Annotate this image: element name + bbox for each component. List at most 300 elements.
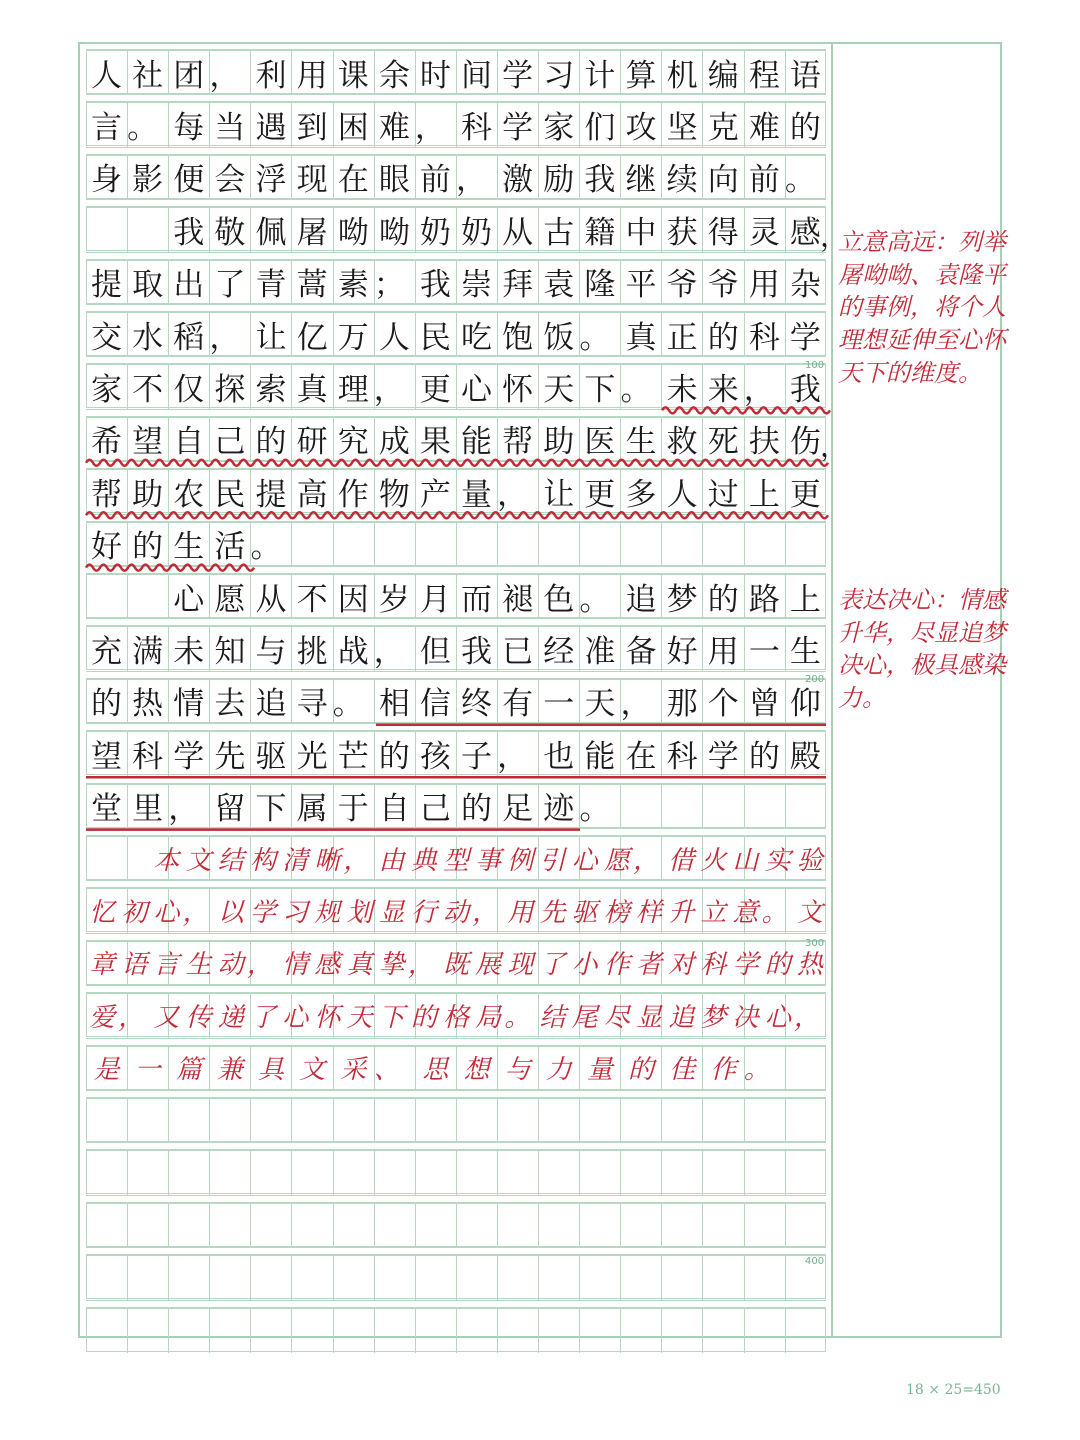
grid-char: 算 bbox=[625, 57, 657, 94]
grid-char: 崇 bbox=[461, 267, 493, 304]
grid-char: 多 bbox=[625, 476, 657, 513]
grid-char bbox=[127, 207, 168, 251]
row-separator bbox=[86, 1038, 826, 1046]
grid-cell bbox=[416, 1099, 457, 1143]
grid-cell bbox=[416, 1256, 457, 1300]
char-counter-100: 100 bbox=[805, 360, 825, 371]
grid-char: 者 bbox=[636, 950, 663, 981]
grid-char: 心 bbox=[153, 897, 180, 928]
grid-char: 科 bbox=[748, 319, 780, 356]
grid-cell bbox=[128, 1256, 169, 1300]
grid-cell bbox=[293, 1099, 334, 1143]
grid-char: 尾 bbox=[571, 1002, 598, 1033]
grid-char: 既 bbox=[442, 950, 469, 981]
grid-char: 孩 bbox=[419, 738, 451, 775]
grid-cell bbox=[662, 785, 703, 829]
grid-char: 作 bbox=[337, 476, 369, 513]
grid-char: 是 bbox=[93, 1055, 120, 1086]
grid-char: 迹 bbox=[543, 791, 575, 828]
row-separator bbox=[86, 1090, 826, 1098]
grid-char: 余 bbox=[378, 57, 410, 94]
grid-char: 袁 bbox=[543, 267, 575, 304]
grid-row bbox=[86, 731, 826, 775]
grid-cell bbox=[662, 1256, 703, 1300]
grid-cell bbox=[704, 1256, 745, 1300]
grid-char: 驱 bbox=[571, 897, 598, 928]
grid-char: 但 bbox=[419, 633, 451, 670]
grid-char: 学 bbox=[249, 897, 276, 928]
grid-char: 、 bbox=[373, 1055, 400, 1086]
grid-char: 以 bbox=[217, 897, 244, 928]
grid-char: 吃 bbox=[461, 319, 493, 356]
grid-char: 足 bbox=[502, 791, 534, 828]
grid-char: 每 bbox=[173, 109, 205, 146]
grid-char: 验 bbox=[796, 845, 823, 876]
grid-char: 下 bbox=[584, 371, 616, 408]
grid-char: 追 bbox=[668, 1002, 695, 1033]
grid-char: 励 bbox=[543, 162, 575, 199]
grid-char bbox=[86, 207, 127, 251]
grid-char: ， bbox=[118, 1002, 145, 1033]
grid-char: 色 bbox=[543, 581, 575, 618]
grid-char: 决 bbox=[732, 1002, 759, 1033]
grid-char: 中 bbox=[625, 214, 657, 251]
grid-char: 量 bbox=[586, 1055, 613, 1086]
grid-row bbox=[86, 1308, 826, 1352]
grid-char: 课 bbox=[337, 57, 369, 94]
grid-char: 物 bbox=[378, 476, 410, 513]
margin-note-ideas: 立意高远：列举屠呦呦、袁隆平的事例，将个人理想延伸至心怀天下的维度。 bbox=[838, 228, 1006, 387]
grid-char: 人 bbox=[91, 57, 123, 94]
grid-char: 。 bbox=[332, 686, 364, 723]
grid-char: 去 bbox=[214, 686, 246, 723]
grid-char: 呦 bbox=[378, 214, 410, 251]
grid-char: 量 bbox=[461, 476, 493, 513]
margin-note-resolve: 表达决心：情感升华，尽显追梦决心，极具感染力。 bbox=[838, 586, 1006, 712]
grid-cell bbox=[251, 1099, 292, 1143]
grid-char: 更 bbox=[789, 476, 821, 513]
grid-char: 探 bbox=[214, 371, 246, 408]
grid-char: 爷 bbox=[707, 267, 739, 304]
grid-char: 救 bbox=[666, 424, 698, 461]
grid-cell bbox=[375, 1204, 416, 1248]
grid-row bbox=[86, 364, 826, 408]
grid-char: 显 bbox=[636, 1002, 663, 1033]
grid-char: 采 bbox=[340, 1055, 367, 1086]
grid-char: 让 bbox=[255, 319, 287, 356]
grid-cell bbox=[621, 785, 662, 829]
grid-char: 借 bbox=[668, 845, 695, 876]
grid-char: 愿 bbox=[214, 581, 246, 618]
grid-cell bbox=[375, 1256, 416, 1300]
grid-cell bbox=[498, 1099, 539, 1143]
grid-char: 未 bbox=[666, 371, 698, 408]
grid-row bbox=[86, 469, 826, 513]
grid-char: 篇 bbox=[175, 1055, 202, 1086]
grid-char: 用 bbox=[707, 633, 739, 670]
grid-cell bbox=[745, 523, 786, 567]
grid-char: 的 bbox=[91, 686, 123, 723]
grid-cell bbox=[87, 1099, 128, 1143]
grid-cell bbox=[580, 1256, 621, 1300]
grid-cell bbox=[457, 1204, 498, 1248]
grid-char: 追 bbox=[625, 581, 657, 618]
grid-char: 现 bbox=[507, 950, 534, 981]
grid-char: 而 bbox=[461, 581, 493, 618]
grid-cell bbox=[210, 1204, 251, 1248]
grid-char: 己 bbox=[214, 424, 246, 461]
grid-char: 能 bbox=[461, 424, 493, 461]
grid-char: 时 bbox=[419, 57, 451, 94]
grid-cell bbox=[375, 1309, 416, 1353]
grid-char: 用 bbox=[748, 267, 780, 304]
grid-char: ， bbox=[632, 845, 659, 876]
grid-char: 真 bbox=[625, 319, 657, 356]
grid-char: 爱 bbox=[89, 1002, 116, 1033]
grid-char: 。 bbox=[579, 581, 611, 618]
grid-char: 实 bbox=[764, 845, 791, 876]
grid-char: ， bbox=[209, 319, 241, 356]
grid-cell bbox=[87, 1151, 128, 1195]
grid-char: 习 bbox=[543, 57, 575, 94]
grid-char: 堂 bbox=[91, 791, 123, 828]
grid-char: 榜 bbox=[603, 897, 630, 928]
grid-char: 型 bbox=[442, 845, 469, 876]
grid-char: 初 bbox=[121, 897, 148, 928]
grid-char: 间 bbox=[461, 57, 493, 94]
grid-char: ； bbox=[373, 267, 405, 304]
grid-char: 本 bbox=[153, 845, 180, 876]
grid-char: 我 bbox=[584, 162, 616, 199]
grid-char: 升 bbox=[668, 897, 695, 928]
grid-cell bbox=[128, 1204, 169, 1248]
grid-char: ， bbox=[182, 897, 209, 928]
grid-char: 心 bbox=[571, 845, 598, 876]
grid-char: 。 bbox=[620, 371, 652, 408]
grid-char: 利 bbox=[255, 57, 287, 94]
grid-cell bbox=[704, 785, 745, 829]
grid-char: 稻 bbox=[173, 319, 205, 356]
grid-char: 行 bbox=[410, 897, 437, 928]
grid-char: 的 bbox=[378, 738, 410, 775]
grid-row bbox=[86, 522, 826, 566]
grid-char: 计 bbox=[584, 57, 616, 94]
grid-char: 佳 bbox=[669, 1055, 696, 1086]
grid-char: 语 bbox=[789, 57, 821, 94]
grid-cell bbox=[786, 1047, 827, 1091]
grid-row bbox=[86, 417, 849, 463]
grid-cell bbox=[498, 1256, 539, 1300]
grid-cell bbox=[786, 1151, 827, 1195]
grid-char: 信 bbox=[419, 686, 451, 723]
grid-row bbox=[86, 1098, 826, 1142]
grid-cell bbox=[580, 523, 621, 567]
grid-char: 怀 bbox=[314, 1002, 341, 1033]
row-box bbox=[86, 1308, 826, 1352]
grid-char: 驱 bbox=[255, 738, 287, 775]
grid-char: 团 bbox=[173, 57, 205, 94]
grid-char: 感 bbox=[314, 950, 341, 981]
grid-char: 现 bbox=[296, 162, 328, 199]
grid-char: 的 bbox=[764, 950, 791, 981]
grid-char: 意 bbox=[732, 897, 759, 928]
grid-row bbox=[86, 679, 826, 723]
grid-char: 向 bbox=[707, 162, 739, 199]
grid-cell bbox=[210, 1309, 251, 1353]
grid-char: 对 bbox=[668, 950, 695, 981]
grid-row bbox=[86, 1150, 826, 1194]
grid-char: 己 bbox=[419, 791, 451, 828]
grid-char: 亿 bbox=[296, 319, 328, 356]
grid-char: 用 bbox=[507, 897, 534, 928]
grid-char: 蒿 bbox=[296, 267, 328, 304]
grid-char: 社 bbox=[132, 57, 164, 94]
grid-char: 我 bbox=[789, 371, 821, 408]
grid-char: 传 bbox=[185, 1002, 212, 1033]
grid-char: 经 bbox=[543, 633, 575, 670]
grid-cell bbox=[539, 1309, 580, 1353]
grid-cell bbox=[293, 1204, 334, 1248]
grid-cell bbox=[580, 1099, 621, 1143]
grid-char: 情 bbox=[282, 950, 309, 981]
grid-char: ， bbox=[743, 371, 775, 408]
grid-char: 当 bbox=[214, 109, 246, 146]
grid-char: 未 bbox=[173, 633, 205, 670]
grid-char: 里 bbox=[132, 791, 164, 828]
grid-cell bbox=[704, 1204, 745, 1248]
grid-char: 的 bbox=[789, 109, 821, 146]
grid-char: 究 bbox=[337, 424, 369, 461]
grid-char: 能 bbox=[584, 738, 616, 775]
grid-cell bbox=[457, 1099, 498, 1143]
grid-char: ， bbox=[456, 162, 487, 199]
grid-char: 格 bbox=[442, 1002, 469, 1033]
grid-char: 学 bbox=[732, 950, 759, 981]
grid-cell bbox=[87, 1309, 128, 1353]
grid-char: 事 bbox=[475, 845, 502, 876]
grid-char: 追 bbox=[255, 686, 287, 723]
grid-char: ， bbox=[373, 633, 405, 670]
grid-char: 籍 bbox=[584, 214, 616, 251]
grid-char: 获 bbox=[666, 214, 698, 251]
grid-char: 作 bbox=[710, 1055, 737, 1086]
grid-char: 到 bbox=[296, 109, 328, 146]
grid-cell bbox=[745, 1309, 786, 1353]
grid-char: 清 bbox=[282, 845, 309, 876]
grid-char: 结 bbox=[217, 845, 244, 876]
grid-char: 伤 bbox=[789, 424, 821, 461]
grid-char: 结 bbox=[539, 1002, 566, 1033]
grid-row bbox=[86, 1255, 826, 1299]
grid-char: 前 bbox=[419, 162, 451, 199]
grid-cell bbox=[621, 1204, 662, 1248]
grid-cell bbox=[539, 1151, 580, 1195]
grid-char: 心 bbox=[282, 1002, 309, 1033]
row-box bbox=[86, 1150, 826, 1194]
grid-cell bbox=[745, 1204, 786, 1248]
grid-cell bbox=[416, 1309, 457, 1353]
grid-char: 好 bbox=[91, 529, 123, 566]
grid-char: 动 bbox=[217, 950, 244, 981]
grid-char: 热 bbox=[796, 950, 823, 981]
grid-row bbox=[86, 888, 826, 932]
grid-char: 。 bbox=[579, 791, 611, 828]
grid-cell bbox=[210, 1099, 251, 1143]
grid-cell bbox=[580, 1204, 621, 1248]
grid-cell bbox=[786, 1204, 827, 1248]
grid-char: 火 bbox=[700, 845, 727, 876]
grid-char: 褪 bbox=[502, 581, 534, 618]
grid-char: 情 bbox=[173, 686, 205, 723]
char-counter-200: 200 bbox=[805, 674, 825, 685]
grid-char: ， bbox=[343, 845, 370, 876]
grid-char: 因 bbox=[337, 581, 369, 618]
grid-char: 水 bbox=[132, 319, 164, 356]
grid-char: 遇 bbox=[255, 109, 287, 146]
grid-cell bbox=[128, 1151, 169, 1195]
grid-char: 好 bbox=[666, 633, 698, 670]
grid-cell bbox=[786, 1309, 827, 1353]
grid-char: 了 bbox=[214, 267, 246, 304]
grid-char: 具 bbox=[257, 1055, 284, 1086]
grid-cell bbox=[498, 1151, 539, 1195]
grid-cell bbox=[251, 1256, 292, 1300]
grid-cell bbox=[375, 523, 416, 567]
grid-char: 想 bbox=[463, 1055, 490, 1086]
grid-char: 立 bbox=[700, 897, 727, 928]
grid-char: 科 bbox=[132, 738, 164, 775]
grid-char: 。 bbox=[127, 109, 159, 146]
grid-cell bbox=[169, 1099, 210, 1143]
grid-char: 路 bbox=[748, 581, 780, 618]
grid-char: 提 bbox=[255, 476, 287, 513]
grid-char: 活 bbox=[214, 529, 246, 566]
grid-cell bbox=[704, 1151, 745, 1195]
grid-char: 家 bbox=[91, 371, 123, 408]
grid-char: 知 bbox=[214, 633, 246, 670]
grid-char: 奶 bbox=[461, 214, 493, 251]
grid-char: 样 bbox=[636, 897, 663, 928]
grid-char: 挑 bbox=[296, 633, 328, 670]
grid-char: 浮 bbox=[255, 162, 287, 199]
grid-cell bbox=[169, 1309, 210, 1353]
grid-char: 爷 bbox=[666, 267, 698, 304]
row-separator bbox=[86, 880, 826, 888]
grid-row bbox=[86, 102, 826, 146]
grid-char: 出 bbox=[173, 267, 205, 304]
grid-char: 拜 bbox=[502, 267, 534, 304]
grid-cell bbox=[293, 1256, 334, 1300]
grid-cell bbox=[334, 1256, 375, 1300]
grid-cell bbox=[704, 1099, 745, 1143]
grid-cell bbox=[539, 1256, 580, 1300]
grid-char: 岁 bbox=[378, 581, 410, 618]
grid-char: 的 bbox=[132, 529, 164, 566]
grid-char: 人 bbox=[666, 476, 698, 513]
row-box bbox=[86, 1255, 826, 1299]
grid-char: 心 bbox=[461, 371, 493, 408]
grid-char: 尽 bbox=[603, 1002, 630, 1033]
grid-char: 显 bbox=[378, 897, 405, 928]
grid-cell bbox=[498, 1204, 539, 1248]
grid-char: 来 bbox=[707, 371, 739, 408]
grid-char: 真 bbox=[346, 950, 373, 981]
grid-char: 的 bbox=[461, 791, 493, 828]
grid-char: 呦 bbox=[337, 214, 369, 251]
grid-char: 机 bbox=[666, 57, 698, 94]
grid-cell bbox=[416, 1204, 457, 1248]
grid-char: 寻 bbox=[296, 686, 328, 723]
grid-char: 一 bbox=[134, 1055, 161, 1086]
grid-cell bbox=[621, 1151, 662, 1195]
grid-char: 天 bbox=[346, 1002, 373, 1033]
grid-char: 自 bbox=[378, 791, 410, 828]
grid-char: 理 bbox=[337, 371, 369, 408]
grid-char: 饭 bbox=[543, 319, 575, 356]
grid-char: 过 bbox=[707, 476, 739, 513]
grid-char: 划 bbox=[346, 897, 373, 928]
overflow-punctuation: ， bbox=[820, 220, 849, 254]
grid-char: 学 bbox=[173, 738, 205, 775]
grid-cell bbox=[251, 1309, 292, 1353]
grid-char: 天 bbox=[543, 371, 575, 408]
grid-char: 交 bbox=[91, 319, 123, 356]
grid-char: 攻 bbox=[625, 109, 657, 146]
grid-char: 心 bbox=[764, 1002, 791, 1033]
overflow-punctuation: ， bbox=[820, 429, 849, 463]
grid-cell bbox=[87, 1204, 128, 1248]
grid-cell bbox=[786, 785, 827, 829]
grid-char bbox=[127, 574, 168, 618]
row-separator bbox=[86, 828, 826, 836]
grid-char: 芒 bbox=[337, 738, 369, 775]
grid-char: 身 bbox=[91, 162, 123, 199]
grid-char: 一 bbox=[748, 633, 780, 670]
grid-cell bbox=[662, 1309, 703, 1353]
grid-char: 语 bbox=[121, 950, 148, 981]
grid-cell bbox=[375, 1151, 416, 1195]
grid-cell bbox=[169, 1204, 210, 1248]
grid-char: 眼 bbox=[378, 162, 410, 199]
grid-char: 光 bbox=[296, 738, 328, 775]
grid-char: 希 bbox=[91, 424, 123, 461]
grid-cell bbox=[210, 1151, 251, 1195]
grid-char: 准 bbox=[584, 633, 616, 670]
grid-row bbox=[86, 836, 826, 880]
grid-char: ， bbox=[414, 109, 446, 146]
row-box bbox=[86, 1098, 826, 1142]
grid-char: 仰 bbox=[789, 686, 821, 723]
grid-row bbox=[86, 260, 826, 304]
grid-cell bbox=[334, 1099, 375, 1143]
grid-char: 愿 bbox=[603, 845, 630, 876]
grid-char: 生 bbox=[789, 633, 821, 670]
grid-char: 先 bbox=[214, 738, 246, 775]
grid-char: 展 bbox=[475, 950, 502, 981]
grid-char: 助 bbox=[543, 424, 575, 461]
grid-char: 的 bbox=[410, 1002, 437, 1033]
grid-cell bbox=[498, 523, 539, 567]
grid-char: 索 bbox=[255, 371, 287, 408]
grid-char: 天 bbox=[584, 686, 616, 723]
char-counter-400: 400 bbox=[805, 1256, 825, 1267]
grid-char: 文 bbox=[796, 897, 823, 928]
grid-char: 学 bbox=[789, 319, 821, 356]
grid-char: 我 bbox=[173, 214, 205, 251]
grid-char: 章 bbox=[89, 950, 116, 981]
grid-char: 研 bbox=[296, 424, 328, 461]
grid-cell bbox=[457, 1256, 498, 1300]
